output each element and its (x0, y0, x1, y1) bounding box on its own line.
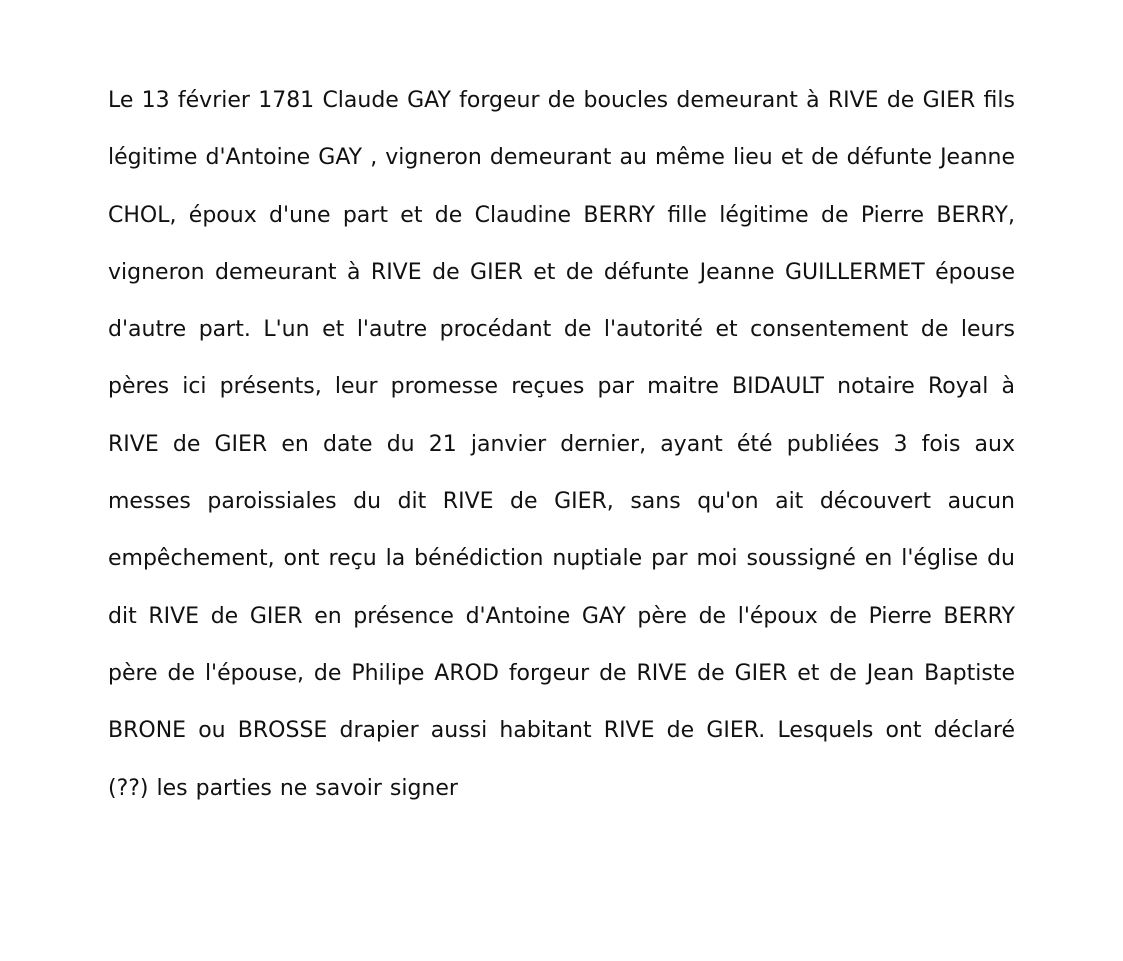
marriage-record-paragraph: Le 13 février 1781 Claude GAY forgeur de boucles demeurant à RIVE de GIER fils légitime d'Antoine GAY , vigneron demeurant au même lieu et de défunte Jeanne CHOL, époux d'une part et de Claudine BERRY fille légitime de Pierre BERRY, vigneron demeurant à RIVE de GIER et de défunte Jeanne GUILLERMET épouse d'autre part. L'un et l'autre procédant de l'autorité et consentement de leurs pères ici présents, leur promesse reçues par maitre BIDAULT notaire Royal à RIVE de GIER en date du 21 janvier dernier, ayant été publiées 3 fois aux messes paroissiales du dit RIVE de GIER, sans qu'on ait découvert aucun empêchement, ont reçu la bénédiction nuptiale par moi soussigné en l'église du dit RIVE de GIER en présence d'Antoine GAY père de l'époux de Pierre BERRY père de l'épouse, de Philipe AROD forgeur de RIVE de GIER et de Jean Baptiste BRONE ou BROSSE drapier aussi habitant RIVE de GIER. Lesquels ont déclaré (??) les parties ne savoir signer (108, 88, 1015, 801)
